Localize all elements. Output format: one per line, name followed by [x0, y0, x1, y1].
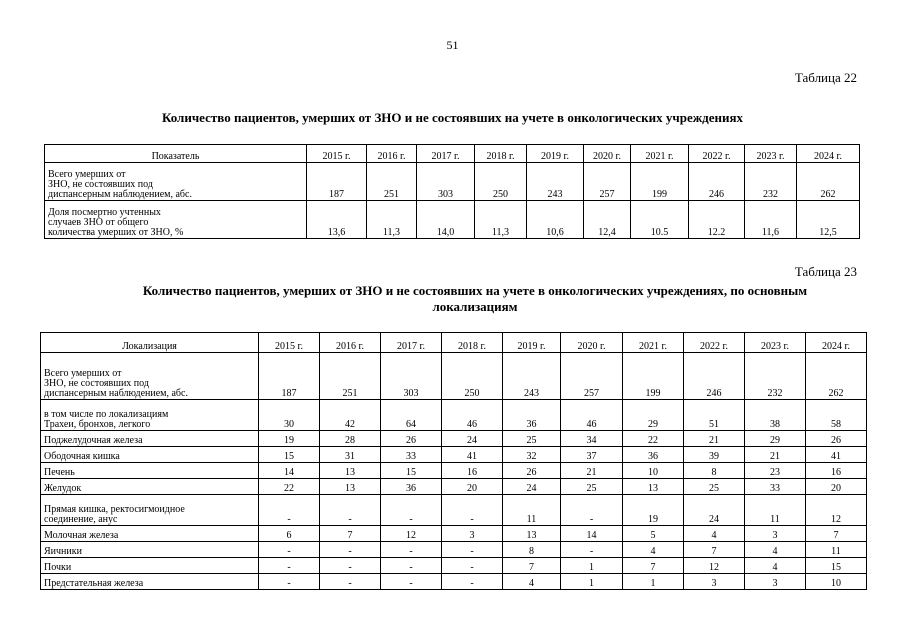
table-row: [41, 431, 867, 447]
header-cell: 2022 г.: [684, 333, 745, 353]
value-cell: 7: [320, 526, 381, 542]
header-cell: 2019 г.: [503, 333, 561, 353]
page-number: 51: [446, 38, 459, 52]
value-cell: 1: [623, 574, 684, 590]
value-cell: 33: [381, 447, 442, 463]
value-cell: 30: [259, 400, 320, 431]
value-cell: 41: [442, 447, 503, 463]
value-cell: 42: [320, 400, 381, 431]
header-cell: 2020 г.: [561, 333, 623, 353]
row-label: Желудок: [41, 479, 259, 495]
table-row: [41, 526, 867, 542]
table-row: [41, 495, 867, 526]
value-cell: 20: [806, 479, 867, 495]
value-cell: 246: [684, 353, 745, 400]
row-label-line: Доля посмертно учтенных: [48, 207, 161, 218]
row-label: Ободочная кишка: [41, 447, 259, 463]
header-cell: 2019 г.: [527, 145, 584, 163]
value-cell: 10,6: [527, 201, 584, 239]
value-cell: 303: [381, 353, 442, 400]
value-cell: 246: [689, 163, 745, 201]
value-cell: -: [442, 574, 503, 590]
value-cell: 12,5: [797, 201, 860, 239]
value-cell: 26: [381, 431, 442, 447]
value-cell: 1: [561, 574, 623, 590]
value-cell: 251: [320, 353, 381, 400]
value-cell: 7: [503, 558, 561, 574]
value-cell: 20: [442, 479, 503, 495]
value-cell: 15: [381, 463, 442, 479]
header-cell: 2023 г.: [745, 333, 806, 353]
value-cell: -: [381, 574, 442, 590]
value-cell: 13: [623, 479, 684, 495]
value-cell: 13: [503, 526, 561, 542]
value-cell: 232: [745, 163, 797, 201]
value-cell: 243: [503, 353, 561, 400]
value-cell: 12: [381, 526, 442, 542]
value-cell: 251: [367, 163, 417, 201]
value-cell: 6: [259, 526, 320, 542]
value-cell: -: [561, 542, 623, 558]
value-cell: -: [381, 542, 442, 558]
row-label-line: количества умерших от ЗНО, %: [48, 227, 184, 238]
value-cell: 11: [806, 542, 867, 558]
value-cell: 14: [561, 526, 623, 542]
header-cell: 2016 г.: [320, 333, 381, 353]
table-23-title-line: Количество пациентов, умерших от ЗНО и не состоявших на учете в онкологических учреждениях, по основным: [142, 283, 808, 298]
value-cell: 4: [623, 542, 684, 558]
table-row: [45, 201, 860, 239]
value-cell: 24: [503, 479, 561, 495]
row-label: [41, 400, 259, 431]
value-cell: 257: [584, 163, 631, 201]
value-cell: 36: [503, 400, 561, 431]
header-cell: Показатель: [45, 145, 307, 163]
value-cell: 7: [806, 526, 867, 542]
value-cell: 14,0: [417, 201, 475, 239]
value-cell: 24: [684, 495, 745, 526]
value-cell: 250: [475, 163, 527, 201]
header-cell: 2023 г.: [745, 145, 797, 163]
table-22-label: Таблица 22: [794, 70, 857, 85]
value-cell: 13: [320, 479, 381, 495]
header-cell: 2020 г.: [584, 145, 631, 163]
value-cell: 187: [307, 163, 367, 201]
row-label-line: Трахеи, бронхов, легкого: [44, 419, 151, 430]
header-cell: 2018 г.: [475, 145, 527, 163]
value-cell: 36: [381, 479, 442, 495]
value-cell: -: [381, 558, 442, 574]
value-cell: 19: [623, 495, 684, 526]
value-cell: 12,4: [584, 201, 631, 239]
header-cell: 2021 г.: [623, 333, 684, 353]
value-cell: -: [442, 542, 503, 558]
header-cell: 2017 г.: [381, 333, 442, 353]
value-cell: 58: [806, 400, 867, 431]
value-cell: 12.2: [689, 201, 745, 239]
value-cell: 32: [503, 447, 561, 463]
row-label: Предстательная железа: [41, 574, 259, 590]
header-cell: 2015 г.: [259, 333, 320, 353]
value-cell: -: [259, 574, 320, 590]
row-label: Печень: [41, 463, 259, 479]
table-23: [40, 332, 867, 590]
value-cell: 3: [442, 526, 503, 542]
value-cell: 29: [623, 400, 684, 431]
value-cell: 51: [684, 400, 745, 431]
value-cell: -: [259, 542, 320, 558]
value-cell: 10: [623, 463, 684, 479]
value-cell: 11,6: [745, 201, 797, 239]
value-cell: 26: [503, 463, 561, 479]
value-cell: 11: [745, 495, 806, 526]
value-cell: 8: [503, 542, 561, 558]
value-cell: 4: [745, 542, 806, 558]
value-cell: 15: [806, 558, 867, 574]
table-23-label: Таблица 23: [794, 264, 857, 279]
value-cell: -: [381, 495, 442, 526]
value-cell: 4: [745, 558, 806, 574]
value-cell: 33: [745, 479, 806, 495]
row-label-line: диспансерным наблюдением, абс.: [48, 189, 192, 200]
value-cell: 3: [745, 526, 806, 542]
row-label-line: случаев ЗНО от общего: [48, 217, 149, 228]
row-label-line: Всего умерших от: [48, 169, 126, 180]
table-23-header-row: [41, 333, 867, 353]
value-cell: 262: [806, 353, 867, 400]
value-cell: 41: [806, 447, 867, 463]
value-cell: 29: [745, 431, 806, 447]
value-cell: -: [320, 558, 381, 574]
value-cell: 8: [684, 463, 745, 479]
value-cell: 21: [684, 431, 745, 447]
table-22: [44, 144, 860, 239]
table-row: [41, 558, 867, 574]
value-cell: 257: [561, 353, 623, 400]
header-cell: 2022 г.: [689, 145, 745, 163]
value-cell: 232: [745, 353, 806, 400]
value-cell: 243: [527, 163, 584, 201]
table-22-title: Количество пациентов, умерших от ЗНО и не состоявших на учете в онкологических учреждениях: [161, 110, 744, 125]
header-cell: 2015 г.: [307, 145, 367, 163]
table-row: [41, 574, 867, 590]
row-label: Молочная железа: [41, 526, 259, 542]
value-cell: 199: [631, 163, 689, 201]
value-cell: 12: [684, 558, 745, 574]
value-cell: 13,6: [307, 201, 367, 239]
value-cell: 4: [503, 574, 561, 590]
table-23-title: [60, 283, 890, 315]
value-cell: 16: [442, 463, 503, 479]
row-label-line: диспансерным наблюдением, абс.: [44, 388, 188, 399]
table-row: [41, 479, 867, 495]
value-cell: 303: [417, 163, 475, 201]
value-cell: 12: [806, 495, 867, 526]
row-label: [45, 201, 307, 239]
value-cell: 21: [561, 463, 623, 479]
value-cell: 3: [684, 574, 745, 590]
value-cell: 25: [561, 479, 623, 495]
value-cell: 23: [745, 463, 806, 479]
table-22-header-row: [45, 145, 860, 163]
value-cell: 46: [561, 400, 623, 431]
header-cell: 2018 г.: [442, 333, 503, 353]
value-cell: 5: [623, 526, 684, 542]
row-label-line: в том числе по локализациям: [44, 409, 169, 420]
value-cell: 199: [623, 353, 684, 400]
value-cell: 38: [745, 400, 806, 431]
value-cell: -: [320, 542, 381, 558]
value-cell: 64: [381, 400, 442, 431]
value-cell: 39: [684, 447, 745, 463]
value-cell: 21: [745, 447, 806, 463]
value-cell: 13: [320, 463, 381, 479]
value-cell: 25: [503, 431, 561, 447]
row-label: Яичники: [41, 542, 259, 558]
header-cell: Локализация: [41, 333, 259, 353]
value-cell: -: [442, 558, 503, 574]
row-label: [45, 163, 307, 201]
table-row: [41, 447, 867, 463]
value-cell: 25: [684, 479, 745, 495]
value-cell: -: [320, 495, 381, 526]
header-cell: 2016 г.: [367, 145, 417, 163]
row-label-line: Прямая кишка, ректосигмоидное: [44, 504, 185, 515]
table-row: [41, 463, 867, 479]
value-cell: 36: [623, 447, 684, 463]
value-cell: 10.5: [631, 201, 689, 239]
value-cell: 11,3: [367, 201, 417, 239]
value-cell: 4: [684, 526, 745, 542]
value-cell: 11: [503, 495, 561, 526]
table-row: [41, 400, 867, 431]
value-cell: 26: [806, 431, 867, 447]
row-label-line: ЗНО, не состоявших под: [48, 179, 153, 190]
row-label: [41, 353, 259, 400]
row-label: [41, 495, 259, 526]
header-cell: 2024 г.: [806, 333, 867, 353]
value-cell: 250: [442, 353, 503, 400]
value-cell: -: [259, 495, 320, 526]
value-cell: -: [259, 558, 320, 574]
row-label: Поджелудочная железа: [41, 431, 259, 447]
value-cell: 11,3: [475, 201, 527, 239]
table-row: [45, 163, 860, 201]
header-cell: 2017 г.: [417, 145, 475, 163]
value-cell: -: [561, 495, 623, 526]
value-cell: 10: [806, 574, 867, 590]
value-cell: -: [442, 495, 503, 526]
value-cell: 7: [623, 558, 684, 574]
value-cell: 34: [561, 431, 623, 447]
value-cell: 28: [320, 431, 381, 447]
value-cell: 187: [259, 353, 320, 400]
value-cell: 31: [320, 447, 381, 463]
value-cell: 14: [259, 463, 320, 479]
table-row: [41, 353, 867, 400]
value-cell: 22: [259, 479, 320, 495]
value-cell: 7: [684, 542, 745, 558]
value-cell: 1: [561, 558, 623, 574]
table-23-title-line: локализациям: [432, 299, 518, 314]
row-label-line: Всего умерших от: [44, 368, 122, 379]
value-cell: 22: [623, 431, 684, 447]
value-cell: 3: [745, 574, 806, 590]
value-cell: 262: [797, 163, 860, 201]
row-label-line: соединение, анус: [44, 514, 118, 525]
value-cell: 15: [259, 447, 320, 463]
value-cell: 24: [442, 431, 503, 447]
value-cell: 19: [259, 431, 320, 447]
value-cell: -: [320, 574, 381, 590]
value-cell: 16: [806, 463, 867, 479]
value-cell: 46: [442, 400, 503, 431]
header-cell: 2021 г.: [631, 145, 689, 163]
table-row: [41, 542, 867, 558]
row-label-line: ЗНО, не состоявших под: [44, 378, 149, 389]
row-label: Почки: [41, 558, 259, 574]
value-cell: 37: [561, 447, 623, 463]
header-cell: 2024 г.: [797, 145, 860, 163]
